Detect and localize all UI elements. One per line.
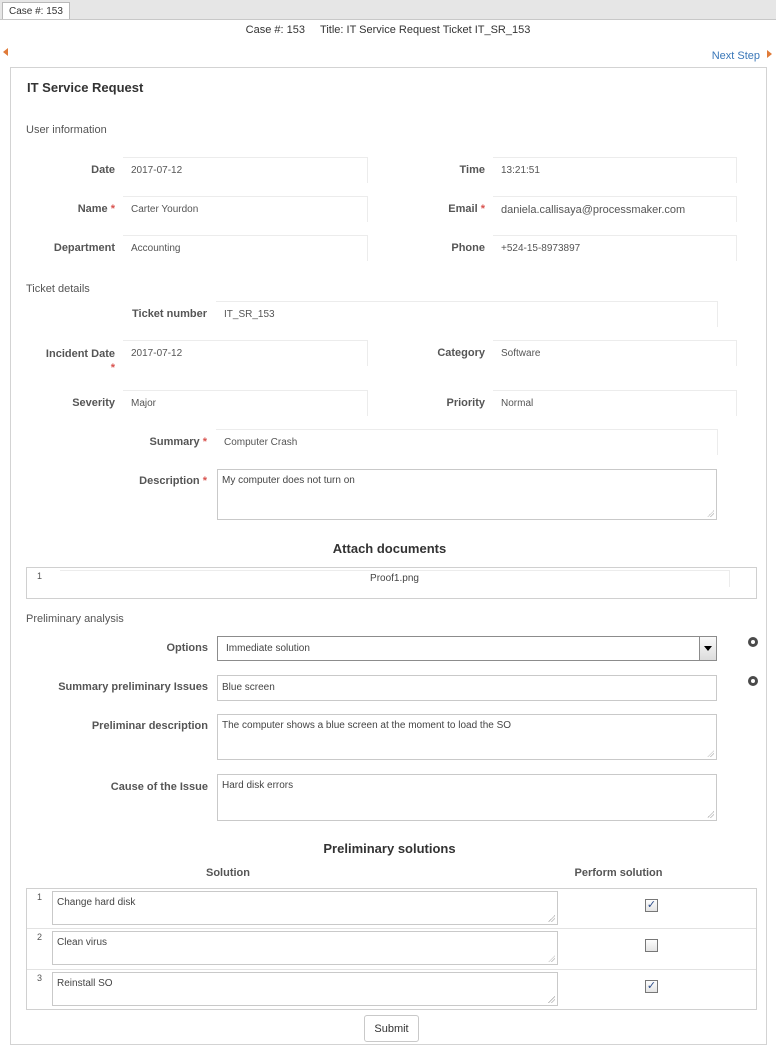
resize-grip-icon[interactable] [707,510,714,517]
preliminar-description-text: The computer shows a blue screen at the moment to load the SO [222,720,512,731]
category-label: Category [437,347,485,359]
solution-textarea[interactable] [52,891,558,925]
summary-field[interactable]: Computer Crash [216,429,718,455]
section-preliminary-analysis: Preliminary analysis [26,613,124,625]
submit-button[interactable]: Submit [364,1015,419,1042]
description-label: Description * [139,475,207,487]
severity-field[interactable]: Major [123,390,368,416]
case-title: Title: IT Service Request Ticket IT_SR_153 [320,24,531,36]
attach-documents-heading: Attach documents [332,541,447,556]
form-title: IT Service Request [27,80,144,95]
description-text: My computer does not turn on [222,475,355,486]
row-number: 3 [37,973,43,983]
section-user-information: User information [26,124,107,136]
ticket-number-label: Ticket number [132,308,207,320]
resize-grip-icon[interactable] [707,811,714,818]
ticket-number-field[interactable]: IT_SR_153 [216,301,718,327]
solution-text: Reinstall SO [57,978,113,989]
resize-grip-icon[interactable] [548,955,555,962]
resize-grip-icon[interactable] [548,915,555,922]
case-number: Case #: 153 [245,24,305,36]
summary-issues-input[interactable]: Blue screen [217,675,717,701]
attach-documents-grid [26,567,757,599]
cause-label: Cause of the Issue [110,781,208,793]
form-container [10,67,767,1045]
time-label: Time [459,164,485,176]
table-row [27,889,756,929]
name-field[interactable]: Carter Yourdon [123,196,368,222]
options-select[interactable] [217,636,717,661]
case-tab[interactable]: Case #: 153 [2,2,70,19]
summary-label: Summary * [149,436,207,448]
perform-solution-checkbox[interactable]: ✓ [646,980,657,992]
options-selected-value: Immediate solution [226,643,310,654]
solution-column-header: Solution [206,867,250,879]
chevron-down-icon[interactable] [699,637,716,660]
department-label: Department [53,242,115,254]
attach-row-number: 1 [37,571,43,581]
preliminar-description-textarea[interactable] [217,714,717,760]
table-row [27,970,756,1009]
solution-textarea[interactable] [52,972,558,1006]
next-step-link[interactable]: Next Step [711,50,760,62]
previous-step-icon[interactable] [3,48,8,56]
top-bar [0,0,776,20]
phone-field[interactable]: +524-15-8973897 [493,235,737,261]
row-number: 2 [37,932,43,942]
description-textarea[interactable] [217,469,717,520]
solution-text: Change hard disk [57,897,136,908]
table-row [27,929,756,970]
options-label: Options [166,642,208,654]
summary-issues-label: Summary preliminary Issues [58,681,208,693]
solutions-grid [26,888,757,1010]
priority-label: Priority [446,397,485,409]
date-field[interactable]: 2017-07-12 [123,157,368,183]
case-header [0,24,776,36]
resize-grip-icon[interactable] [548,996,555,1003]
solution-textarea[interactable] [52,931,558,965]
cause-textarea[interactable] [217,774,717,821]
time-field[interactable]: 13:21:51 [493,157,737,183]
category-field[interactable]: Software [493,340,737,366]
incident-date-field[interactable]: 2017-07-12 [123,340,368,366]
perform-solution-column-header: Perform solution [574,867,663,879]
help-icon[interactable] [748,637,758,647]
date-label: Date [91,164,115,176]
cause-text: Hard disk errors [222,780,294,791]
email-field[interactable]: daniela.callisaya@processmaker.com [493,196,737,222]
perform-solution-checkbox[interactable] [645,939,658,952]
preliminar-description-label: Preliminar description [91,720,208,732]
phone-label: Phone [451,242,485,254]
preliminary-solutions-heading: Preliminary solutions [323,841,456,856]
info-icon[interactable] [748,676,758,686]
department-field[interactable]: Accounting [123,235,368,261]
severity-label: Severity [72,397,115,409]
row-number: 1 [37,892,43,902]
section-ticket-details: Ticket details [26,283,90,295]
priority-field[interactable]: Normal [493,390,737,416]
incident-date-label: Incident Date * [45,348,115,374]
perform-solution-checkbox[interactable]: ✓ [646,899,657,911]
attach-file-link[interactable]: Proof1.png [60,570,730,587]
name-label: Name * [77,203,115,215]
email-label: Email * [448,203,485,215]
resize-grip-icon[interactable] [707,750,714,757]
next-step-icon[interactable] [767,50,772,58]
solution-text: Clean virus [57,937,108,948]
